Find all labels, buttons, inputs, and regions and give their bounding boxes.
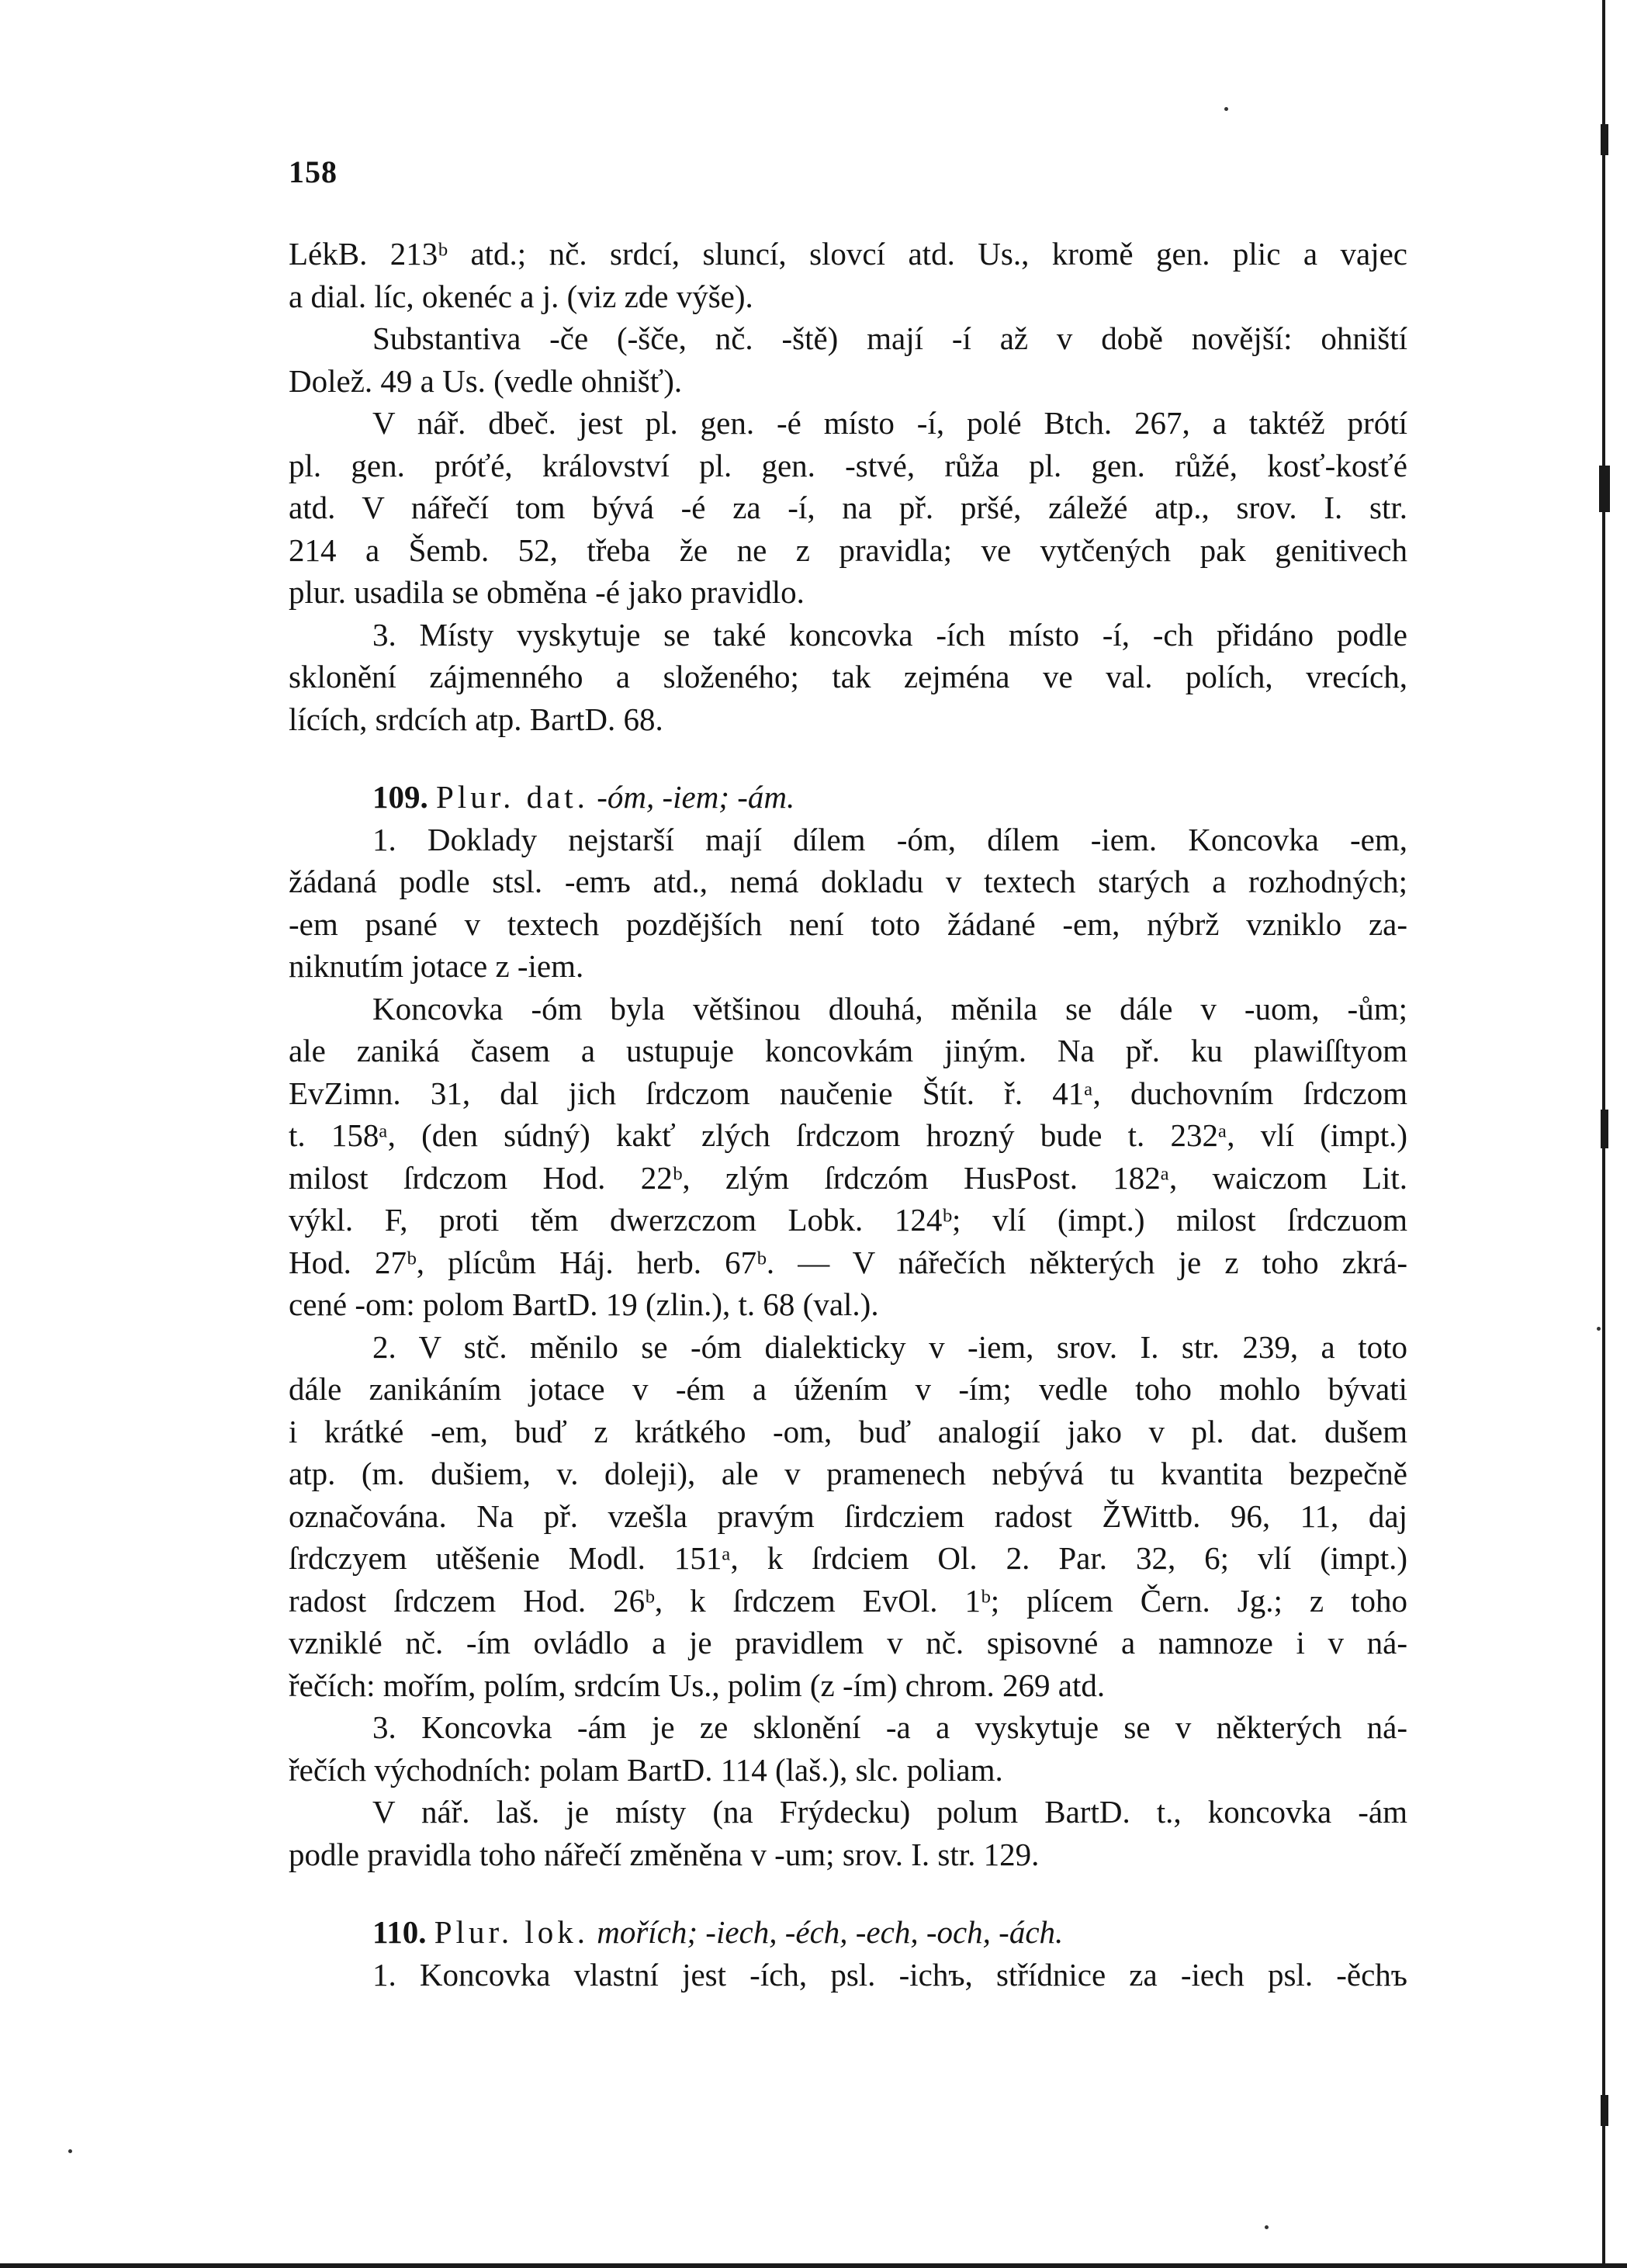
text-line: Hod. 27ᵇ, plícům Háj. herb. 67ᵇ. — V nářečích některých je z toho zkrá- xyxy=(289,1244,1407,1280)
section-gap xyxy=(289,1875,1407,1911)
text-line: dále zanikáním jotace v -ém a úžením v -ím; vedle toho mohlo bývati xyxy=(289,1371,1407,1407)
text-line: vzniklé nč. -ím ovládlo a je pravidlem v nč. spisovné a namnoze i v ná- xyxy=(289,1625,1407,1660)
text-line: podle pravidla toho nářečí změněna v -um; srov. I. str. 129. xyxy=(289,1836,1040,1872)
text-line: lících, srdcích atp. BartD. 68. xyxy=(289,701,663,737)
page-number: 158 xyxy=(289,154,338,189)
text-line: sklonění zájmenného a složeného; tak zejména ve val. polích, vrecích, xyxy=(289,659,1407,694)
scan-speck xyxy=(1265,2225,1269,2229)
text-line: atd. V nářečí tom bývá -é za -í, na př. pršé, záležé atp., srov. I. str. xyxy=(289,490,1407,525)
section-endings: mořích; -iech, -éch, -ech, -och, -ách. xyxy=(597,1914,1064,1950)
text-line: radost ſrdczem Hod. 26ᵇ, k ſrdczem EvOl. 1ᵇ; plícem Čern. Jg.; z toho xyxy=(289,1582,1407,1619)
text-line: -em psané v textech pozdějších není toto žádané -em, nýbrž vzniklo za- xyxy=(289,905,1407,942)
text-line: i krátké -em, buď z krátkého -om, buď analogií jako v pl. dat. dušem xyxy=(289,1413,1407,1449)
text-line: výkl. F, proti těm dwerzczom Lobk. 124ᵇ; vlí (impt.) milost ſrdczuom xyxy=(289,1202,1407,1238)
text-line: EvZimn. 31, dal jich ſrdczom naučenie Štít. ř. 41ᵃ, duchovním ſrdczom xyxy=(289,1075,1407,1111)
text-line: a dial. líc, okenéc a j. (viz zde výše). xyxy=(289,278,753,314)
text-line: V nář. dbeč. jest pl. gen. -é místo -í, polé Btch. 267, a taktéž prótí xyxy=(372,405,1407,441)
text-line: řečích východních: polam BartD. 114 (laš.), slc. poliam. xyxy=(289,1751,1003,1788)
text-line: 3. Místy vyskytuje se také koncovka -ích místo -í, -ch přidáno podle xyxy=(372,616,1407,653)
scan-speck xyxy=(1224,107,1228,111)
scan-speck xyxy=(1597,1327,1601,1331)
text-line: Substantiva -če (-šče, nč. -ště) mají -í až v době novější: ohniští xyxy=(372,320,1407,356)
text-line: pl. gen. próťé, království pl. gen. -stvé, růža pl. gen. růžé, kosť-kosťé xyxy=(289,447,1407,483)
text-line: plur. usadila se obměna -é jako pravidlo. xyxy=(289,574,805,610)
text-line: 1. Doklady nejstarší mají dílem -óm, dílem -iem. Koncovka -em, xyxy=(372,821,1407,857)
text-line: 3. Koncovka -ám je ze sklonění -a a vyskytuje se v některých ná- xyxy=(372,1709,1407,1745)
text-line: žádaná podle stsl. -emъ atd., nemá dokladu v textech starých a rozhodných; xyxy=(289,864,1407,899)
text-line: 214 a Šemb. 52, třeba že ne z pravidla; ve vytčených pak genitivech xyxy=(289,532,1407,568)
text-line: atp. (m. dušiem, v. doleji), ale v pramenech nebývá tu kvantita bezpečně xyxy=(289,1456,1407,1491)
text-line: cené -om: polom BartD. 19 (zlin.), t. 68 (val.). xyxy=(289,1286,879,1322)
text-line: 1. Koncovka vlastní jest -ích, psl. -ichъ, střídnice za -iech psl. -ěchъ xyxy=(372,1956,1407,1993)
section-number: 110. xyxy=(372,1914,427,1950)
section-endings: -óm, -iem; -ám. xyxy=(597,779,795,815)
text-line: milost ſrdczom Hod. 22ᵇ, zlým ſrdczóm HusPost. 182ᵃ, waiczom Lit. xyxy=(289,1159,1407,1196)
scan-mark xyxy=(1601,1110,1608,1148)
text-line: niknutím jotace z -iem. xyxy=(289,948,584,984)
body-text xyxy=(289,233,1407,1996)
scan-mark xyxy=(1601,124,1608,155)
scan-mark xyxy=(1601,2095,1608,2126)
scan-edge-bottom xyxy=(0,2263,1627,2268)
section-gap xyxy=(289,740,1407,776)
section-heading xyxy=(289,1911,1407,1954)
text-line: ſrdczyem utěšenie Modl. 151ᵃ, k ſrdciem Ol. 2. Par. 32, 6; vlí (impt.) xyxy=(289,1540,1407,1576)
text-line: označována. Na př. vzešla pravým ſirdcziem radost ŽWittb. 96, 11, daj xyxy=(289,1498,1407,1534)
text-line: Koncovka -óm byla většinou dlouhá, měnila se dále v -uom, -ům; xyxy=(372,990,1407,1027)
text-line: Dolež. 49 a Us. (vedle ohnišť). xyxy=(289,362,683,399)
section-label: Plur. lok. xyxy=(434,1914,589,1950)
text-line: LékB. 213ᵇ atd.; nč. srdcí, sluncí, slovcí atd. Us., kromě gen. plic a vajec xyxy=(289,236,1407,272)
text-line: řečích: mořím, polím, srdcím Us., polim (z -ím) chrom. 269 atd. xyxy=(289,1667,1106,1703)
scan-speck xyxy=(68,2149,72,2153)
text-line: ale zaniká časem a ustupuje koncovkám jiným. Na př. ku plawiſſtyom xyxy=(289,1033,1407,1068)
text-line: 2. V stč. měnilo se -óm dialekticky v -iem, srov. I. str. 239, a toto xyxy=(372,1328,1407,1365)
section-number: 109. xyxy=(372,779,428,815)
section-label: Plur. dat. xyxy=(436,779,589,815)
text-line: V nář. laš. je místy (na Frýdecku) polum BartD. t., koncovka -ám xyxy=(372,1794,1407,1830)
scan-mark xyxy=(1599,466,1610,512)
text-line: t. 158ᵃ, (den súdný) kakť zlých ſrdczom hrozný bude t. 232ᵃ, vlí (impt.) xyxy=(289,1117,1407,1153)
section-heading xyxy=(289,776,1407,819)
